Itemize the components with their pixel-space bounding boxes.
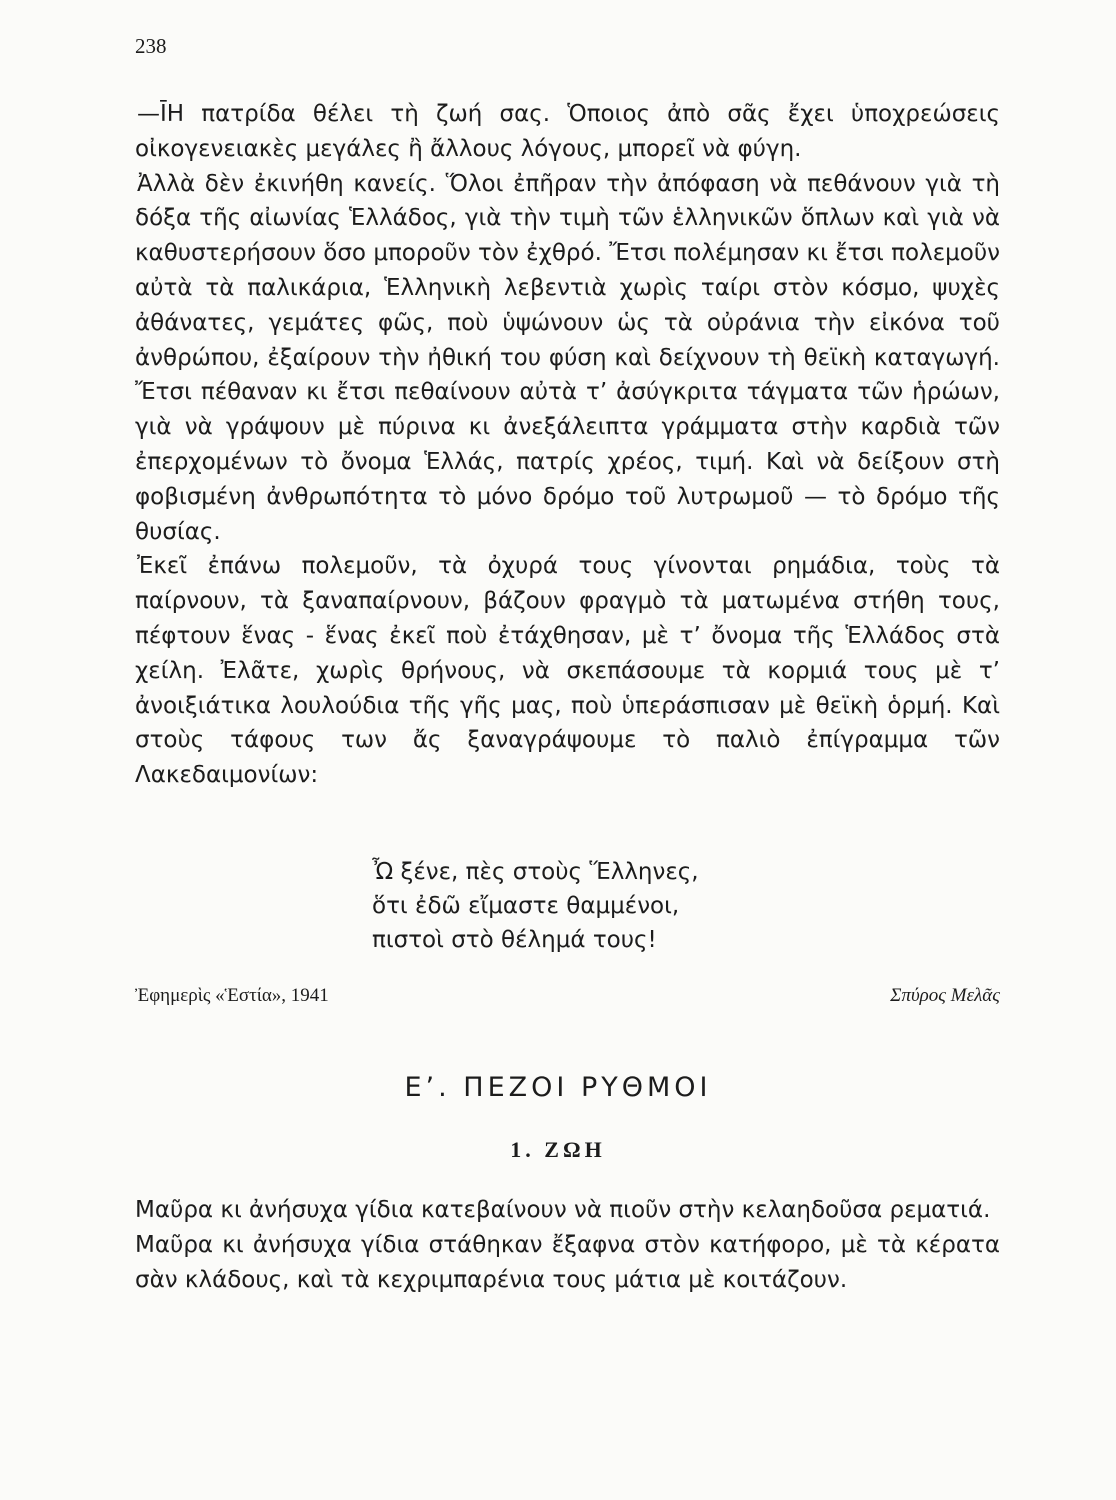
paragraph: Ἀλλὰ δὲν ἐκινήθη κανείς. Ὅλοι ἐπῆραν τὴν ἀπόφαση νὰ πεθάνουν γιὰ τὴ δόξα τῆς αἰωνίας Ἑλλάδος, γιὰ τὴν τιμὴ τῶν ἑλληνικῶν ὅπλων καὶ γιὰ νὰ καθυστερήσουν ὅσο μποροῦν τὸν ἐχθρό. Ἔτσι πολέμησαν κι ἔτσι πολεμοῦν αὐτὰ τὰ παλικάρια, Ἑλληνικὴ λεβεντιὰ χωρὶς ταίρι στὸν κόσμο, ψυχὲς ἀθάνατες, γεμάτες φῶς, ποὺ ὑψώνουν ὡς τὰ οὐράνια τὴν εἰκόνα τοῦ ἀνθρώπου, ἐξαίρουν τὴν ἠθική του φύση καὶ δείχνουν τὴ θεϊκὴ καταγωγή. Ἔτσι πέθαναν κι ἔτσι πεθαίνουν αὐτὰ τ’ ἀσύγκριτα τάγματα τῶν ἡρώων, γιὰ νὰ γράψουν μὲ πύρινα κι ἀνεξάλειπτα γράμματα στὴν καρδιὰ τῶν ἐπερχομένων τὸ ὄνομα Ἑλλάς, πατρίς χρέος, τιμή. Καὶ νὰ δείξουν στὴ φοβισμένη ἀνθρωπότητα τὸ μόνο δρόμο τοῦ λυτρωμοῦ — τὸ δρόμο τῆς θυσίας.: [135, 170, 1000, 545]
paragraph: —ῙΗ πατρίδα θέλει τὴ ζωή σας. Ὁποιος ἀπὸ σᾶς ἔχει ὑποχρεώσεις οἰκογενειακὲς μεγάλες ἢ ἄλλους λόγους, μπορεῖ νὰ φύγη.: [135, 101, 1000, 162]
epigram-line: Ὦ ξένε, πὲς στοὺς Ἕλληνες,: [372, 859, 699, 885]
paragraph: Μαῦρα κι ἀνήσυχα γίδια κατεβαίνουν νὰ πιοῦν στὴν κελαηδοῦσα ρεματιά.: [135, 1197, 991, 1223]
prose-poem-text: [135, 1193, 1000, 1297]
poem-title: 1. ΖΩΗ: [510, 1137, 606, 1162]
author-name: Σπύρος Μελᾶς: [890, 985, 1000, 1006]
source-reference: Ἐφημερὶς «Ἑστία», 1941: [135, 985, 329, 1006]
citation: [135, 985, 1000, 1015]
page-number: 238: [135, 34, 167, 58]
epigram: [372, 855, 699, 957]
section-title: Ε’. ΠΕΖΟΙ ΡΥΘΜΟΙ: [404, 1072, 712, 1103]
epigram-line: πιστοὶ στὸ θέλημά τους!: [372, 927, 657, 953]
essay-text: [135, 97, 1000, 793]
paragraph: Ἐκεῖ ἐπάνω πολεμοῦν, τὰ ὀχυρά τους γίνονται ρημάδια, τοὺς τὰ παίρνουν, τὰ ξαναπαίρνουν, βάζουν φραγμὸ τὰ ματωμένα στήθη τους, πέφτουν ἕνας - ἕνας ἐκεῖ ποὺ ἐτάχθησαν, μὲ τ’ ὄνομα τῆς Ἑλλάδος στὰ χείλη. Ἐλᾶτε, χωρὶς θρήνους, νὰ σκεπάσουμε τὰ κορμιά τους μὲ τ’ ἀνοιξιάτικα λουλούδια τῆς γῆς μας, ποὺ ὑπεράσπισαν μὲ θεϊκὴ ὁρμή. Καὶ στοὺς τάφους των ἄς ξαναγράψουμε τὸ παλιὸ ἐπίγραμμα τῶν Λακεδαιμονίων:: [135, 553, 1000, 789]
paragraph: Μαῦρα κι ἀνήσυχα γίδια στάθηκαν ἔξαφνα στὸν κατήφορο, μὲ τὰ κέρατα σὰν κλάδους, καὶ τὰ κεχριμπαρένια τους μάτια μὲ κοιτάζουν.: [135, 1231, 1000, 1293]
epigram-line: ὅτι ἐδῶ εἴμαστε θαμμένοι,: [372, 893, 680, 919]
